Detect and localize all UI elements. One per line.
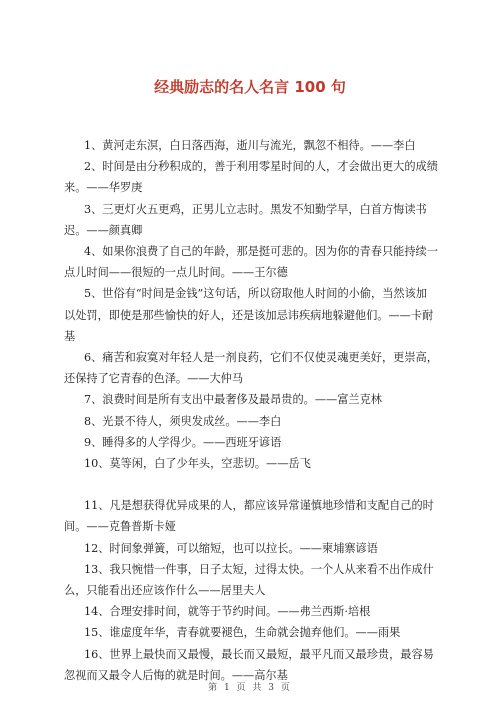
- quote-12: 12、时间象弹簧，可以缩短，也可以拉长。——柬埔寨谚语: [84, 541, 378, 555]
- quote-11: 11、凡是想获得优异成果的人，都应该异常谨慎地珍惜和支配自己的时间。——克鲁普斯卡娅: [64, 499, 434, 534]
- quote-9: 9、睡得多的人学得少。——西班牙谚语: [84, 435, 282, 449]
- document-title: 经典励志的名人名言 100 句: [154, 78, 346, 96]
- quote-15: 15、谁虚度年华，青春就要褪色，生命就会抛弃他们。——雨果: [84, 626, 401, 640]
- quote-5: 5、世俗有“时间是金钱”这句话，所以窃取他人时间的小偷，当然该加以处罚，即使是那些愉快的好人，还是该加忌讳疾病地躲避他们。——卡耐基: [64, 287, 434, 343]
- quote-1: 1、黄河走东溟，白日落西海，逝川与流光，飘忽不相待。——李白: [84, 139, 416, 152]
- page-footer: 第 1 页 共 3 页: [208, 683, 292, 693]
- quote-10: 10、莫等闲，白了少年头，空悲切。——岳飞: [84, 457, 311, 471]
- quote-2: 2、时间是由分秒积成的，善于利用零星时间的人，才会做出更大的成绩来。——华罗庚: [64, 160, 438, 195]
- quote-list: [64, 135, 438, 686]
- quote-6: 6、痛苦和寂寞对年轻人是一剂良药，它们不仅使灵魂更美好，更崇高，还保持了它青春的色泽。——大仲马: [64, 351, 438, 386]
- quote-16: 16、世界上最快而又最慢，最长而又最短，最平凡而又最珍贵，最容易忽视而又最令人后悔的就是时间。——高尔基: [64, 647, 434, 682]
- quote-13: 13、我只惋惜一件事，日子太短，过得太快。一个人从来看不出作成什么，只能看出还应该作什么——居里夫人: [64, 562, 434, 598]
- quote-4: 4、如果你浪费了自己的年龄，那是挺可悲的。因为你的青春只能持续一点儿时间——很短的一点儿时间。——王尔德: [64, 245, 438, 280]
- section-gap: [64, 474, 438, 495]
- quote-14: 14、合理安排时间，就等于节约时间。——弗兰西斯·培根: [84, 605, 371, 619]
- quote-3: 3、三更灯火五更鸡，正男儿立志时。黑发不知勤学早，白首方悔读书迟。——颜真卿: [64, 202, 427, 237]
- quote-8: 8、光景不待人，须臾发成丝。——李白: [84, 414, 282, 428]
- quote-7: 7、浪费时间是所有支出中最奢侈及最昂贵的。——富兰克林: [84, 393, 382, 407]
